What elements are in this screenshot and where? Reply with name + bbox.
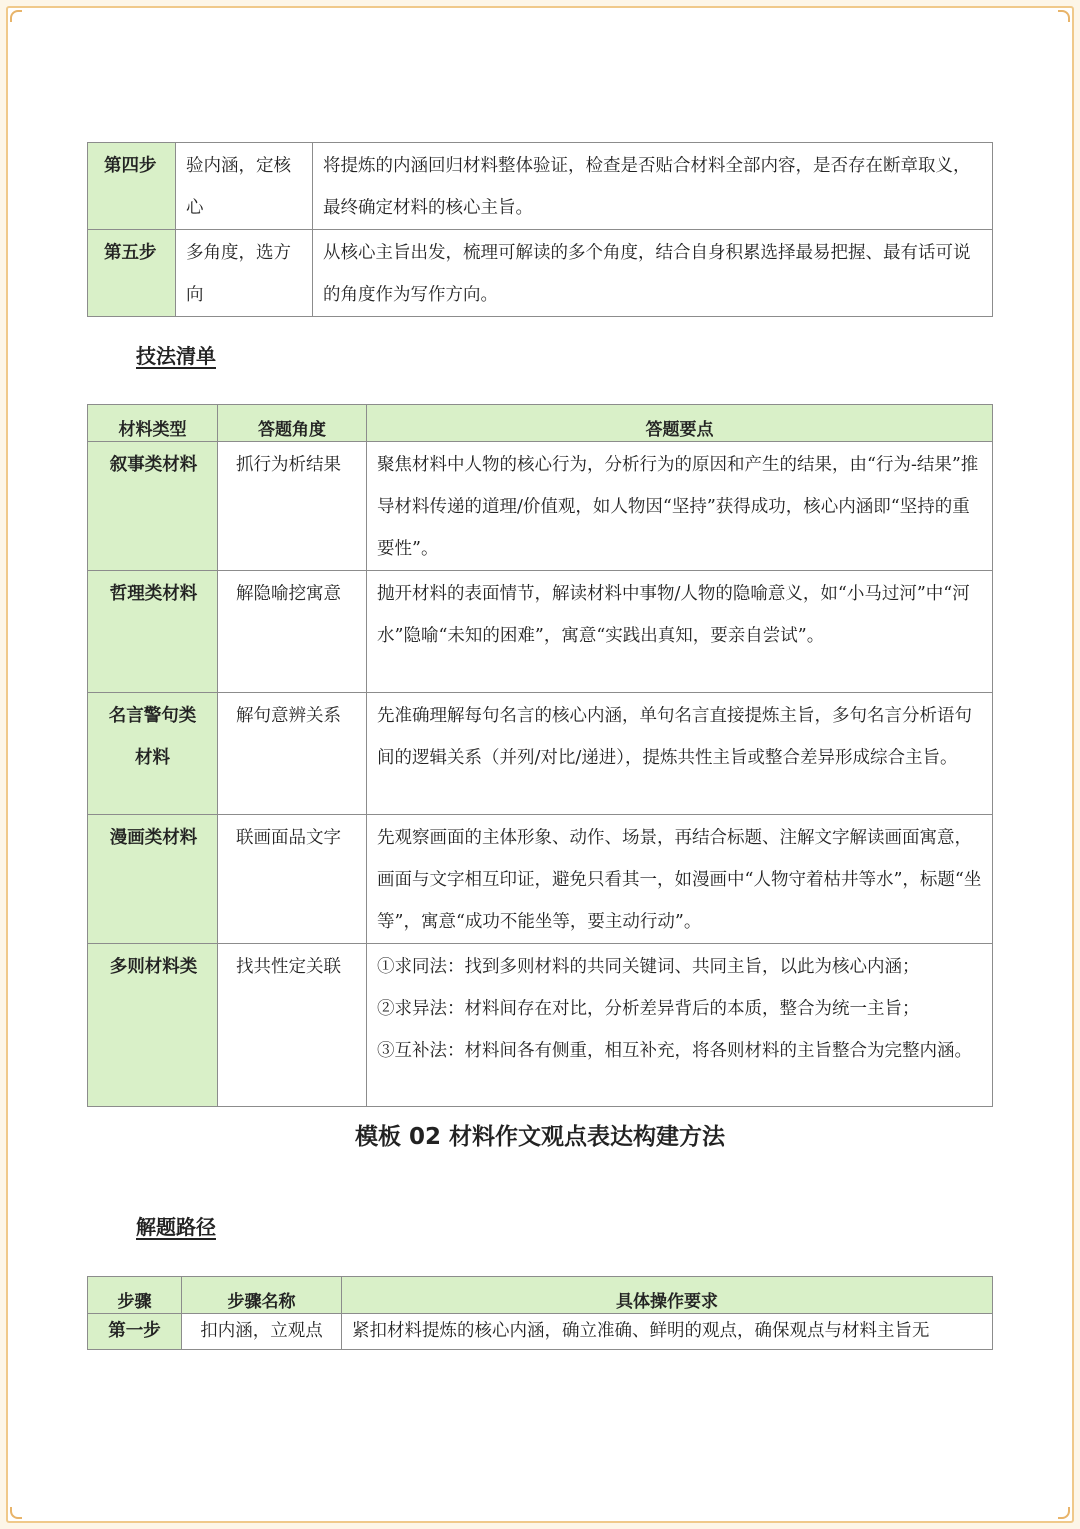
list-item: ②求异法：材料间存在对比，分析差异背后的本质，整合为统一主旨； — [377, 999, 920, 1019]
step-label: 第四步 — [104, 156, 157, 176]
table-row — [88, 693, 993, 815]
answer-angle: 解隐喻挖寓意 — [236, 584, 341, 604]
step-desc: 从核心主旨出发，梳理可解读的多个角度，结合自身积累选择最易把握、最有话可说的角度作为写作方向。 — [323, 243, 971, 305]
material-type: 叙事类材料 — [109, 455, 198, 475]
answer-angle: 抓行为析结果 — [236, 455, 341, 475]
column-header: 具体操作要求 — [342, 1277, 993, 1314]
material-type: 名言警句类材料 — [108, 706, 197, 768]
answer-angle: 联画面品文字 — [236, 828, 341, 848]
material-type: 多则材料类 — [109, 957, 198, 977]
table-row — [88, 442, 993, 571]
list-item: ③互补法：材料间各有侧重，相互补充，将各则材料的主旨整合为完整内涵。 — [377, 1041, 972, 1061]
techniques-heading: 技法清单 — [136, 344, 216, 368]
column-header: 步骤 — [88, 1277, 182, 1314]
column-header: 步骤名称 — [182, 1277, 342, 1314]
step-desc: 紧扣材料提炼的核心内涵，确立准确、鲜明的观点，确保观点与材料主旨无 — [352, 1321, 930, 1341]
step-name: 验内涵，定核心 — [186, 156, 291, 218]
answer-points: 抛开材料的表面情节，解读材料中事物/人物的隐喻意义，如“小马过河”中“河水”隐喻“未知的困难”，寓意“实践出真知，要亲自尝试”。 — [377, 584, 970, 646]
step-label: 第五步 — [104, 243, 157, 263]
material-type: 漫画类材料 — [109, 828, 198, 848]
answer-points: 先观察画面的主体形象、动作、场景，再结合标题、注解文字解读画面寓意，画面与文字相互印证，避免只看其一，如漫画中“人物守着枯井等水”，标题“坐等”，寓意“成功不能坐等，要主动行动”。 — [377, 828, 982, 932]
corner-ornament — [1058, 1507, 1070, 1519]
answer-angle: 找共性定关联 — [236, 957, 341, 977]
template-title: 模板 02 材料作文观点表达构建方法 — [354, 1124, 726, 1150]
answer-points-list — [367, 936, 992, 1072]
table-row — [88, 571, 993, 693]
table-row — [88, 944, 993, 1107]
step-name: 扣内涵，立观点 — [200, 1321, 323, 1341]
column-header: 答题角度 — [218, 405, 367, 442]
material-type: 哲理类材料 — [109, 584, 198, 604]
techniques-table — [87, 404, 993, 1107]
step-label: 第一步 — [108, 1321, 161, 1341]
path-heading: 解题路径 — [136, 1215, 216, 1239]
step-desc: 将提炼的内涵回归材料整体验证，检查是否贴合材料全部内容，是否存在断章取义，最终确定材料的核心主旨。 — [323, 156, 971, 218]
corner-ornament — [1058, 10, 1070, 22]
steps-table-bottom — [87, 1276, 993, 1350]
column-header: 材料类型 — [88, 405, 218, 442]
steps-table-top — [87, 142, 993, 317]
table-row — [88, 1314, 993, 1350]
answer-points: 聚焦材料中人物的核心行为，分析行为的原因和产生的结果，由“行为-结果”推导材料传递的道理/价值观，如人物因“坚持”获得成功，核心内涵即“坚持的重要性”。 — [377, 455, 979, 559]
corner-ornament — [10, 1507, 22, 1519]
table-row — [88, 143, 993, 230]
table-row — [88, 230, 993, 317]
table-header-row — [88, 1277, 993, 1314]
answer-points: 先准确理解每句名言的核心内涵，单句名言直接提炼主旨，多句名言分析语句间的逻辑关系（并列/对比/递进），提炼共性主旨或整合差异形成综合主旨。 — [377, 706, 972, 768]
answer-angle: 解句意辨关系 — [236, 706, 341, 726]
column-header: 答题要点 — [367, 405, 993, 442]
list-item: ①求同法：找到多则材料的共同关键词、共同主旨，以此为核心内涵； — [377, 957, 920, 977]
table-row — [88, 815, 993, 944]
corner-ornament — [10, 10, 22, 22]
step-name: 多角度，选方向 — [186, 243, 291, 305]
